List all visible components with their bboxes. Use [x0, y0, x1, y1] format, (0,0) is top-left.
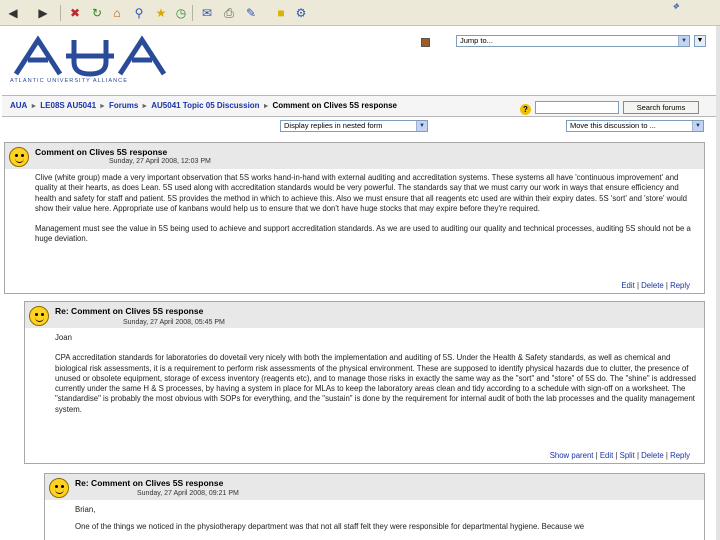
refresh-icon[interactable]: ↻: [91, 6, 103, 20]
scrollbar[interactable]: [716, 26, 720, 540]
forward-icon[interactable]: ▶: [38, 6, 48, 20]
post-paragraph: Clive (white group) made a very important observation that 5S works hand-in-hand with external auditing and accreditation systems. These systems all have 'continuous improvement' and quality at their hearts, as does Lean. 5S used along with accreditation standards would be very powerful. The standards say that we must carry our work in ways that ensure efficiency and health and safety for staff and patient. 5S provides the method in which to achieve this. Also we must ensure that all reagents etc used are within their expiry dates. 5S 'sort' and 'store' would show their value here. Appropriate use of kanbans would help us to ensure that we don't have huge stocks that may expire before they're required.: [35, 173, 688, 213]
avatar-smiley-icon: [49, 478, 69, 498]
breadcrumb-current: Comment on Clives 5S response: [272, 101, 397, 110]
search-forums-input[interactable]: [535, 101, 619, 114]
delete-link[interactable]: Delete: [641, 281, 664, 290]
breadcrumb-aua[interactable]: AUA: [10, 101, 28, 110]
post-subject: Re: Comment on Clives 5S response: [55, 306, 204, 316]
post-paragraph: One of the things we noticed in the physiotherapy department was that not all staff felt they were responsible for departmental hygiene. Because we: [75, 522, 585, 532]
home-icon[interactable]: ⌂: [113, 6, 121, 20]
windows-flag-icon: ❖: [672, 2, 680, 11]
breadcrumb-separator-icon: ►: [30, 103, 38, 110]
breadcrumb-separator-icon: ►: [99, 103, 106, 110]
split-link[interactable]: Split: [619, 451, 635, 460]
post-byline: Sunday, 27 April 2008, 05:45 PM: [123, 319, 225, 326]
post-body: [35, 173, 701, 255]
reply-link[interactable]: Reply: [670, 281, 690, 290]
show-parent-link[interactable]: Show parent: [549, 451, 594, 460]
post-paragraph: Brian,: [75, 505, 96, 514]
forum-post: [24, 301, 705, 464]
post-body: [55, 333, 701, 425]
forum-post: [4, 142, 705, 294]
post-paragraph: Management must see the value in 5S being used to achieve and support accreditation standards. As we are used to auditing our quality and technical processes, auditing 5S should not be a huge deviation.: [35, 224, 691, 244]
help-icon[interactable]: ?: [520, 104, 531, 115]
post-subject: Re: Comment on Clives 5S response: [75, 478, 224, 488]
folder-icon[interactable]: ■: [277, 6, 285, 20]
search-icon[interactable]: ⚲: [134, 6, 144, 20]
favorites-icon[interactable]: ★: [155, 6, 167, 20]
jump-to-select[interactable]: [456, 35, 690, 47]
avatar-smiley-icon: [9, 147, 29, 167]
chevron-down-icon: ▼: [692, 121, 703, 131]
jump-menu-icon: [421, 38, 430, 47]
toolbar-divider: [60, 5, 61, 21]
forum-post: [44, 473, 705, 540]
chevron-down-icon: ▼: [678, 36, 689, 46]
history-icon[interactable]: ◷: [175, 6, 187, 20]
jump-go-button[interactable]: ▼: [694, 35, 706, 47]
display-mode-select[interactable]: [280, 120, 428, 132]
browser-toolbar: [0, 0, 720, 26]
breadcrumb-course[interactable]: LE08S AU5041: [40, 101, 97, 110]
move-discussion-label: Move this discussion to ...: [570, 121, 656, 130]
breadcrumb-bar: [2, 95, 716, 117]
post-byline: Sunday, 27 April 2008, 12:03 PM: [109, 158, 211, 165]
post-actions: Edit | Delete | Reply: [621, 281, 690, 290]
print-icon[interactable]: ⎙: [224, 5, 234, 20]
stop-icon[interactable]: ✖: [69, 6, 81, 20]
post-body: [75, 505, 701, 540]
avatar-smiley-icon: [29, 306, 49, 326]
chevron-down-icon: ▼: [416, 121, 427, 131]
edit-link[interactable]: Edit: [599, 451, 614, 460]
display-mode-label: Display replies in nested form: [284, 121, 383, 130]
toolbar-divider: [192, 5, 193, 21]
edit-icon[interactable]: ✎: [245, 6, 257, 20]
jump-to-label: Jump to...: [460, 36, 493, 45]
post-paragraph: Joan: [55, 333, 72, 342]
post-paragraph: CPA accreditation standards for laboratories do dovetail very nicely with both the implementation and auditing of 5S. Under the Health & Safety standards, as well as chemical and biological risk assessments, it is a requirement to perform risk assessments of the physical environment. These are supposed to identify physical hazards due to clutter, the presence of unused or obsolete equipment, storage of excess inventory (reagents etc), and to manage those risks in exactly the same way as the "sort" and "store" of 5S do. The "shine" is addressed currently under the same H & S processes, by having a system in place for MLAs to keep the laboratory areas clean and tidy according to a schedule with sign-off on a worksheet. The "standardise" is probably the most obvious with SOPs for everything, and the "sustain" is done by the requirement for internal audit of both the lab processes and the quality management system.: [55, 353, 696, 414]
post-actions: Show parent | Edit | Split | Delete | Reply: [549, 451, 690, 460]
post-byline: Sunday, 27 April 2008, 09:21 PM: [137, 490, 239, 497]
breadcrumb-forums[interactable]: Forums: [108, 101, 139, 110]
reply-link[interactable]: Reply: [670, 451, 690, 460]
breadcrumb-separator-icon: ►: [141, 103, 149, 110]
back-icon[interactable]: ◀: [8, 6, 18, 20]
delete-link[interactable]: Delete: [641, 451, 664, 460]
mail-icon[interactable]: ✉: [201, 6, 213, 20]
move-discussion-select[interactable]: [566, 120, 704, 132]
breadcrumb-separator-icon: ►: [262, 103, 270, 110]
search-forums-button[interactable]: Search forums: [623, 101, 699, 114]
logo-subtitle: ATLANTIC UNIVERSITY ALLIANCE: [10, 78, 128, 84]
post-subject: Comment on Clives 5S response: [35, 147, 168, 157]
research-icon[interactable]: ⚙: [295, 6, 307, 20]
breadcrumb: [10, 101, 397, 110]
breadcrumb-topic[interactable]: AU5041 Topic 05 Discussion: [151, 101, 260, 110]
edit-link[interactable]: Edit: [621, 281, 635, 290]
